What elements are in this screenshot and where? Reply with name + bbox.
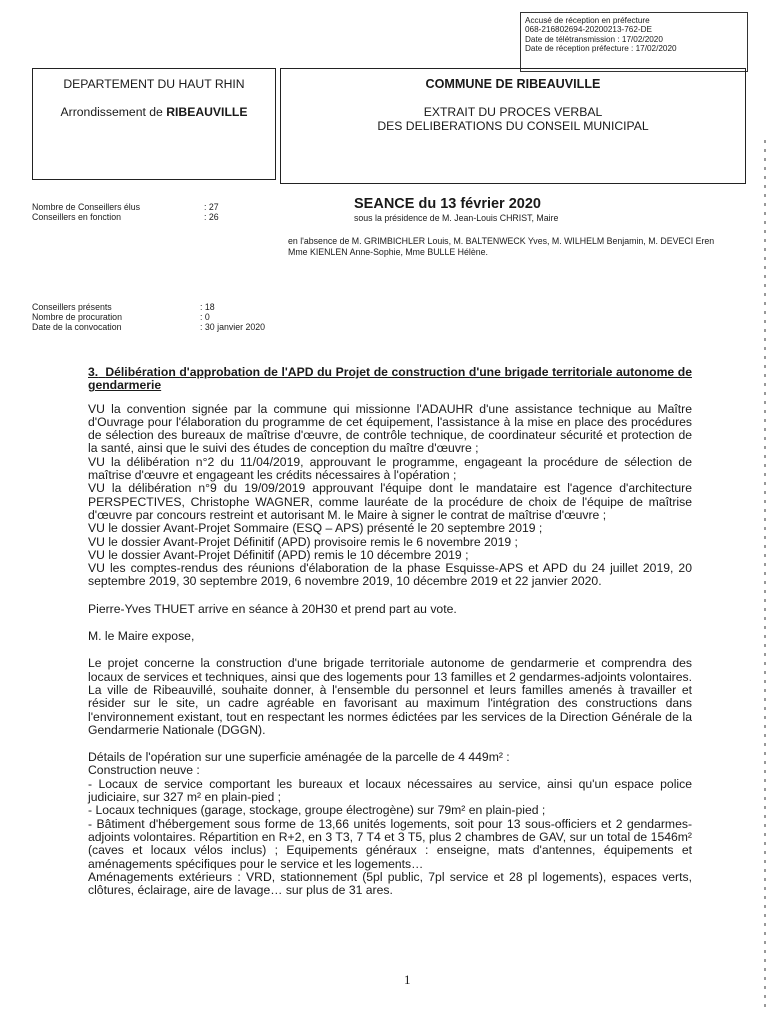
- arrival-paragraph: Pierre-Yves THUET arrive en séance à 20H30 et prend part au vote.: [88, 601, 457, 616]
- commune-header-box: [280, 68, 746, 184]
- seance-header: [354, 196, 558, 223]
- receipt-line: Date de réception préfecture : 17/02/2020: [525, 44, 677, 54]
- stat-label: Conseillers en fonction: [32, 212, 121, 222]
- absence-line: Mme KIENLEN Anne-Sophie, Mme BULLE Hélène.: [288, 247, 488, 258]
- stat-value: : 30 janvier 2020: [200, 322, 266, 332]
- stat-value: : 26: [204, 212, 219, 222]
- arrondissement-name: RIBEAUVILLE: [166, 105, 248, 119]
- arrondissement: [33, 105, 275, 119]
- absence-line: en l'absence de M. GRIMBICHLER Louis, M. BALTENWECK Yves, M. WILHELM Benjamin, M. DEVECI Eren: [288, 236, 715, 246]
- expose-paragraph: M. le Maire expose,: [88, 629, 195, 644]
- department-name: DEPARTEMENT DU HAUT RHIN: [63, 77, 245, 91]
- deliberation-body: [88, 366, 692, 911]
- stat-value: : 0: [200, 312, 210, 322]
- deliberation-title: [88, 366, 692, 393]
- absence-list: [288, 236, 740, 258]
- presence-stats: [32, 302, 265, 332]
- projet-paragraph: Le projet concerne la construction d'une brigade territoriale autonome de gendarmerie et comprendra des locaux de services et techniques, ainsi que des logements pour 13 familles et 2 gendarmes-adjoints volontaires. La ville de Ribeauvillé, souhaite donner, à l'ensemble du personnel et leurs familles amenés à travailler et résider sur le site, un cadre agréable en favorisant au maximum l'intégration des constructions dans l'environnement existant, tout en respectant les normes édictées par les services de la Direction Générale de la Gendarmerie Nationale (DGGN).: [88, 656, 692, 737]
- details-paragraph: Détails de l'opération sur une superficie aménagée de la parcelle de 4 449m² : Construction neuve : - Locaux de service comportant les bureaux et locaux nécessaires au service, ainsi qu'un espace police judiciaire, sur 327 m² en plain-pied ; - Locaux techniques (garage, stockage, groupe électrogène) sur 79m² en plain-pied ; - Bâtiment d'hébergement sous forme de 13,66 unités logements, soit pour 13 sous-officiers et 2 gendarmes-adjoints volontaires. Répartition en R+2, en 3 T3, 7 T4 et 3 T5, plus 2 chambres de GAV, sur un total de 1546m² (caves et locaux vélos inclus) ; Equipements généraux : enseigne, mats d'antennes, équipements et aménagements spécifiques pour le service et les logements… Aménagements extérieurs : VRD, stationnement (5pl public, 7pl service et 28 pl logements), espaces verts, clôtures, éclairage, aire de lavage… sur plus de 31 ares.: [88, 750, 692, 898]
- page-number: 1: [404, 972, 411, 987]
- stat-label: Conseillers présents: [32, 302, 112, 312]
- seance-title: SEANCE du 13 février 2020: [354, 196, 541, 212]
- commune-name: COMMUNE DE RIBEAUVILLE: [425, 77, 601, 91]
- stat-label: Nombre de Conseillers élus: [32, 202, 141, 212]
- arrondissement-prefix: Arrondissement de: [60, 105, 167, 119]
- extrait-line: EXTRAIT DU PROCES VERBAL: [423, 105, 603, 119]
- receipt-line: Date de télétransmission : 17/02/2020: [525, 34, 663, 44]
- scan-edge-divider: [764, 140, 766, 1010]
- department-header-box: [32, 68, 276, 180]
- stat-value: : 18: [200, 302, 215, 312]
- council-stats: [32, 202, 219, 222]
- receipt-line: 068-216802694-20200213-762-DE: [525, 25, 653, 35]
- prefecture-receipt-stamp: [520, 12, 748, 72]
- stat-label: Date de la convocation: [32, 322, 122, 332]
- seance-presidence: sous la présidence de M. Jean-Louis CHRIST, Maire: [354, 213, 559, 223]
- stat-label: Nombre de procuration: [32, 312, 122, 322]
- deliberation-title-text: Délibération d'approbation de l'APD du Projet de construction d'une brigade territoriale autonome de gendarmerie: [88, 365, 692, 393]
- vu-paragraph: VU la convention signée par la commune qui missionne l'ADAUHR d'une assistance technique au Maître d'Ouvrage pour l'élaboration du programme de cet équipement, l'assistance à la mise en place des procédures de sélection des bureaux de maîtrise d'œuvre, de contrôle technique, de coordinateur sécurité et protection de la santé, ainsi que le suivi des études de conception du maître d'œuvre ; VU la délibération n°2 du 11/04/2019, approuvant le programme, engageant la procédure de sélection de maîtrise d'œuvre et engageant les crédits nécessaires à l'opération ; VU la délibération n°9 du 19/09/2019 approuvant l'équipe dont le mandataire est l'agence d'architecture PERSPECTIVES, Christophe WAGNER, comme lauréate de la procédure de choix de l'équipe de maîtrise d'œuvre par concours restreint et autorisant M. le Maire à signer le contrat de maîtrise d'œuvre ; VU le dossier Avant-Projet Sommaire (ESQ – APS) présenté le 20 septembre 2019 ; VU le dossier Avant-Projet Définitif (APD) provisoire remis le 6 novembre 2019 ; VU le dossier Avant-Projet Définitif (APD) remis le 10 décembre 2019 ; VU les comptes-rendus des réunions d'élaboration de la phase Esquisse-APS et APD du 24 juillet 2019, 20 septembre 2019, 30 septembre 2019, 6 novembre 2019, 10 décembre 2019 et 22 janvier 2020.: [88, 401, 692, 589]
- stat-value: : 27: [204, 202, 219, 212]
- receipt-line: Accusé de réception en préfecture: [525, 16, 650, 25]
- deliberation-number: 3.: [88, 365, 99, 379]
- extrait-line: DES DELIBERATIONS DU CONSEIL MUNICIPAL: [377, 119, 649, 133]
- extrait-title: [281, 105, 745, 133]
